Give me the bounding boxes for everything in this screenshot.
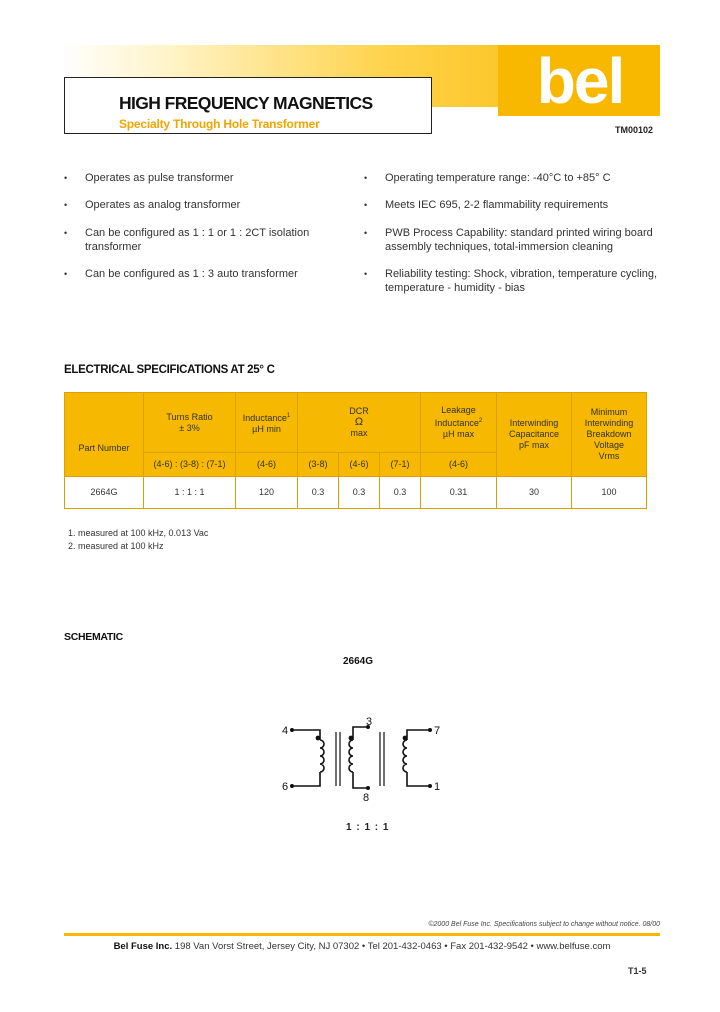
pin-label: 6 <box>282 781 289 793</box>
document-id: TM00102 <box>615 125 654 135</box>
cell-inductance: 120 <box>236 477 298 509</box>
feature-text: Operates as pulse transformer <box>85 172 234 184</box>
feature-text: temperature - humidity - bias <box>385 282 525 294</box>
bullet: • <box>64 200 68 210</box>
logo-text: bel <box>536 45 624 116</box>
header-interwinding-capacitance: Interwinding Capacitance pF max <box>497 393 572 477</box>
feature-text: Reliability testing: Shock, vibration, temperature cycling, <box>385 268 658 280</box>
bullet: • <box>364 228 368 238</box>
bullet: • <box>64 269 68 279</box>
footnote-2: 2. measured at 100 kHz <box>68 541 164 551</box>
page-number: T1-5 <box>628 966 647 976</box>
subheader-dcr-7-1: (7-1) <box>380 453 421 477</box>
cell-capacitance: 30 <box>497 477 572 509</box>
header-leakage-inductance: Leakage Inductance$^2$ µH max <box>421 393 497 453</box>
footer-address <box>64 941 660 952</box>
page-title: HIGH FREQUENCY MAGNETICS <box>119 93 373 113</box>
cell-dcr-7-1: 0.3 <box>380 477 421 509</box>
cell-dcr-4-6: 0.3 <box>339 477 380 509</box>
schematic-heading: SCHEMATIC <box>64 631 123 643</box>
cell-breakdown: 100 <box>572 477 647 509</box>
bullet: • <box>64 173 68 183</box>
footnote-1: 1. measured at 100 kHz, 0.013 Vac <box>68 528 209 538</box>
header-inductance: Inductance$^1$ µH min <box>236 393 298 453</box>
pin-label: 4 <box>282 725 289 737</box>
feature-text: PWB Process Capability: standard printed wiring board <box>385 227 653 239</box>
subheader-leakage: (4-6) <box>421 453 497 477</box>
feature-text: Meets IEC 695, 2-2 flammability requirements <box>385 199 609 211</box>
subheader-dcr-4-6: (4-6) <box>339 453 380 477</box>
schematic-part-label: 2664G <box>343 656 374 667</box>
feature-text: Operates as analog transformer <box>85 199 241 211</box>
feature-text: Operating temperature range: -40°C to +85° C <box>385 172 611 184</box>
pin-label: 7 <box>434 725 441 737</box>
cell-part-number: 2664G <box>65 477 144 509</box>
feature-text: Can be configured as 1 : 3 auto transformer <box>85 268 298 280</box>
bullet: • <box>64 228 68 238</box>
pin-label: 1 <box>434 781 441 793</box>
transformer-schematic <box>270 710 450 810</box>
subheader-turns-ratio: (4-6) : (3-8) : (7-1) <box>144 453 236 477</box>
header-turns-ratio: Turns Ratio ± 3% <box>144 393 236 453</box>
footer-rule <box>64 933 660 936</box>
electrical-spec-heading: ELECTRICAL SPECIFICATIONS AT 25° C <box>64 364 275 376</box>
bullet: • <box>364 269 368 279</box>
company-name: Bel Fuse Inc. <box>113 941 173 952</box>
cell-dcr-3-8: 0.3 <box>298 477 339 509</box>
address-text: 198 Van Vorst Street, Jersey City, NJ 07302 • Tel 201-432-0463 • Fax 201-432-9542 • www.belfuse.com <box>172 941 611 952</box>
bullet: • <box>364 200 368 210</box>
cell-leakage: 0.31 <box>421 477 497 509</box>
cell-turns-ratio: 1 : 1 : 1 <box>144 477 236 509</box>
electrical-spec-table <box>64 392 647 509</box>
bullet: • <box>364 173 368 183</box>
pin-label: 8 <box>363 792 370 804</box>
title-box <box>64 77 432 134</box>
header-dcr: DCR Ω max <box>298 393 421 453</box>
table-row <box>65 477 647 509</box>
feature-text: Can be configured as 1 : 1 or 1 : 2CT isolation <box>85 227 310 239</box>
header-part-number: Part Number <box>65 393 144 477</box>
bel-logo <box>498 45 660 116</box>
pin-label: 3 <box>366 716 373 728</box>
feature-text: assembly techniques, total-immersion cleaning <box>385 241 614 253</box>
subheader-dcr-3-8: (3-8) <box>298 453 339 477</box>
page-subtitle: Specialty Through Hole Transformer <box>119 117 320 131</box>
header-breakdown-voltage: Minimum Interwinding Breakdown Voltage Vrms <box>572 393 647 477</box>
feature-text: transformer <box>85 241 142 253</box>
schematic-ratio: 1 : 1 : 1 <box>346 822 390 833</box>
subheader-inductance: (4-6) <box>236 453 298 477</box>
copyright-notice: ©2000 Bel Fuse Inc. Specifications subject to change without notice. 08/00 <box>428 921 660 928</box>
